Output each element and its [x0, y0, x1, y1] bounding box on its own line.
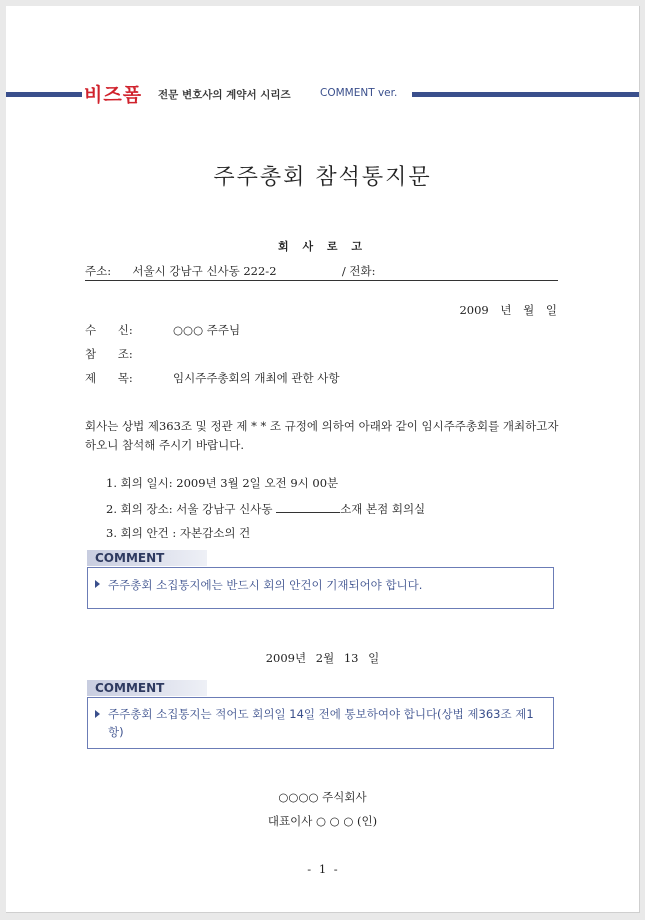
body-paragraph: 회사는 상법 제363조 및 정관 제 * * 조 규정에 의하여 아래와 같이 임시주주총회를 개최하고자 하오니 참석해 주시기 바랍니다.	[85, 419, 559, 452]
triangle-bullet-icon	[95, 580, 100, 588]
page-number: - 1 -	[307, 862, 338, 876]
document-title: 주주총회 참석통지문	[213, 165, 432, 190]
date-bottom: 2009년 2월 13 일	[265, 651, 380, 665]
comment-label-1: COMMENT	[87, 550, 207, 566]
reference-label: 참 조:	[85, 347, 133, 361]
triangle-bullet-icon	[95, 710, 100, 718]
date-top: 2009 년 월 일	[459, 303, 557, 317]
item-meeting-place	[106, 500, 425, 517]
comment-text-2: 주주총회 소집통지는 적어도 회의일 14일 전에 통보하여야 합니다(상법 제363조 제1항)	[108, 707, 534, 739]
address-underline	[85, 280, 558, 281]
recipient-value: ○○○ 주주님	[173, 323, 241, 337]
brand-logo: 비즈폼	[84, 84, 143, 106]
item-agenda: 3. 회의 안건 : 자본감소의 건	[106, 526, 251, 540]
item-meeting-time: 1. 회의 일시: 2009년 3월 2일 오전 9시 00분	[106, 476, 339, 490]
series-title: 전문 변호사의 계약서 시리즈	[158, 89, 291, 101]
reference-row	[85, 346, 173, 362]
address-line	[85, 263, 375, 279]
subject-row	[85, 370, 340, 386]
representative: 대표이사 ○ ○ ○ (인)	[267, 814, 378, 828]
comment-box-1	[87, 567, 554, 609]
comment-text-1: 주주총회 소집통지에는 반드시 회의 안건이 기재되어야 합니다.	[108, 578, 423, 592]
blank-underline	[276, 500, 340, 513]
phone-label: / 전화:	[341, 264, 376, 278]
subject-value: 임시주주총회의 개최에 관한 사항	[173, 371, 340, 385]
comment-label-2: COMMENT	[87, 680, 207, 696]
address-value: 서울시 강남구 신사동 222-2	[132, 264, 277, 278]
company-name: ○○○○ 주식회사	[278, 790, 367, 804]
document-page	[6, 6, 640, 913]
header-bar-left	[6, 92, 82, 97]
recipient-label: 수 신:	[85, 323, 133, 337]
item-meeting-place-suffix: 소재 본점 회의실	[340, 502, 426, 516]
version-label: COMMENT ver.	[320, 87, 398, 99]
subject-label: 제 목:	[85, 371, 133, 385]
company-logo-placeholder: 회 사 로 고	[278, 240, 367, 253]
item-meeting-place-text: 2. 회의 장소: 서울 강남구 신사동	[106, 502, 273, 516]
comment-box-2	[87, 697, 554, 749]
recipient-row	[85, 322, 240, 338]
address-label: 주소:	[85, 264, 112, 278]
header-bar-right	[412, 92, 639, 97]
